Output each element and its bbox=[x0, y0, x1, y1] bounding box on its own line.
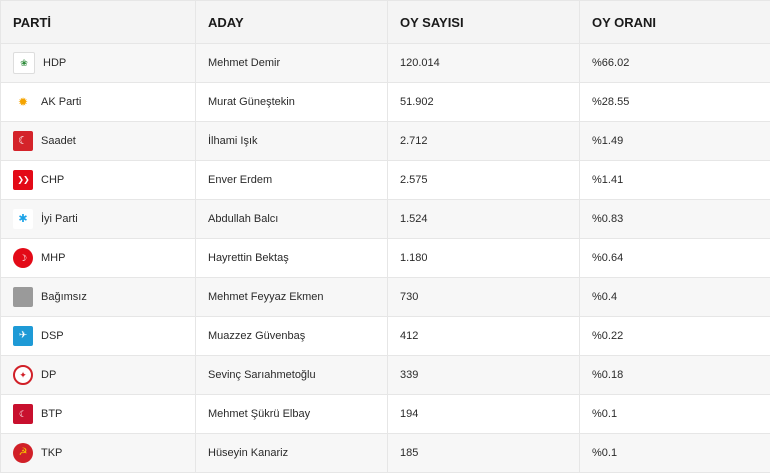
votes-cell: 51.902 bbox=[388, 83, 580, 122]
party-cell bbox=[1, 278, 196, 317]
saadet-logo-icon: ☾ bbox=[13, 131, 33, 151]
share-cell: %28.55 bbox=[580, 83, 770, 122]
candidate-cell: Hayrettin Bektaş bbox=[196, 239, 388, 278]
party-name: DSP bbox=[41, 330, 64, 342]
party-cell bbox=[1, 122, 196, 161]
party-name: MHP bbox=[41, 252, 66, 264]
candidate-cell: Hüseyin Kanariz bbox=[196, 434, 388, 473]
party-cell bbox=[1, 83, 196, 122]
votes-cell: 2.712 bbox=[388, 122, 580, 161]
table-row bbox=[1, 317, 770, 356]
votes-cell: 2.575 bbox=[388, 161, 580, 200]
table-row bbox=[1, 434, 770, 473]
party-cell bbox=[1, 395, 196, 434]
hdp-logo-icon: ❀ bbox=[13, 52, 35, 74]
share-cell: %0.18 bbox=[580, 356, 770, 395]
party-cell bbox=[1, 317, 196, 356]
candidate-cell: Murat Güneştekin bbox=[196, 83, 388, 122]
table-row bbox=[1, 83, 770, 122]
candidate-cell: Mehmet Demir bbox=[196, 44, 388, 83]
share-cell: %0.22 bbox=[580, 317, 770, 356]
votes-cell: 730 bbox=[388, 278, 580, 317]
party-name: BTP bbox=[41, 408, 63, 420]
votes-cell: 120.014 bbox=[388, 44, 580, 83]
table-row bbox=[1, 122, 770, 161]
party-name: Bağımsız bbox=[41, 291, 87, 303]
table-row bbox=[1, 200, 770, 239]
table-row bbox=[1, 395, 770, 434]
tkp-logo-icon: ☭ bbox=[13, 443, 33, 463]
table-row bbox=[1, 44, 770, 83]
share-cell: %1.49 bbox=[580, 122, 770, 161]
dp-logo-icon: ✦ bbox=[13, 365, 33, 385]
candidate-cell: Muazzez Güvenbaş bbox=[196, 317, 388, 356]
share-cell: %1.41 bbox=[580, 161, 770, 200]
party-cell bbox=[1, 239, 196, 278]
share-cell: %0.64 bbox=[580, 239, 770, 278]
votes-cell: 185 bbox=[388, 434, 580, 473]
candidate-cell: Mehmet Şükrü Elbay bbox=[196, 395, 388, 434]
table-row bbox=[1, 278, 770, 317]
share-cell: %0.4 bbox=[580, 278, 770, 317]
header-share: OY ORANI bbox=[580, 1, 770, 44]
bagimsiz-logo-icon bbox=[13, 287, 33, 307]
share-cell: %0.1 bbox=[580, 434, 770, 473]
party-name: DP bbox=[41, 369, 57, 381]
party-name: AK Parti bbox=[41, 96, 82, 108]
party-cell bbox=[1, 44, 196, 83]
party-cell bbox=[1, 434, 196, 473]
table-header-row bbox=[1, 1, 770, 44]
party-cell bbox=[1, 356, 196, 395]
votes-cell: 1.524 bbox=[388, 200, 580, 239]
candidate-cell: İlhami Işık bbox=[196, 122, 388, 161]
share-cell: %0.83 bbox=[580, 200, 770, 239]
table-row bbox=[1, 356, 770, 395]
header-candidate: ADAY bbox=[196, 1, 388, 44]
party-name: Saadet bbox=[41, 135, 76, 147]
iyi-parti-logo-icon: ✱ bbox=[13, 209, 33, 229]
candidate-cell: Sevinç Sarıahmetoğlu bbox=[196, 356, 388, 395]
header-party: PARTİ bbox=[1, 1, 196, 44]
votes-cell: 1.180 bbox=[388, 239, 580, 278]
votes-cell: 194 bbox=[388, 395, 580, 434]
votes-cell: 339 bbox=[388, 356, 580, 395]
mhp-logo-icon: ☽ bbox=[13, 248, 33, 268]
votes-cell: 412 bbox=[388, 317, 580, 356]
candidate-cell: Abdullah Balcı bbox=[196, 200, 388, 239]
candidate-cell: Enver Erdem bbox=[196, 161, 388, 200]
share-cell: %0.1 bbox=[580, 395, 770, 434]
ak-parti-logo-icon: ✹ bbox=[13, 92, 33, 112]
party-name: HDP bbox=[43, 57, 67, 69]
candidate-cell: Mehmet Feyyaz Ekmen bbox=[196, 278, 388, 317]
share-cell: %66.02 bbox=[580, 44, 770, 83]
party-name: TKP bbox=[41, 447, 63, 459]
header-votes: OY SAYISI bbox=[388, 1, 580, 44]
table-row bbox=[1, 239, 770, 278]
btp-logo-icon: ☾ bbox=[13, 404, 33, 424]
party-name: CHP bbox=[41, 174, 65, 186]
party-cell bbox=[1, 161, 196, 200]
party-cell bbox=[1, 200, 196, 239]
dsp-logo-icon: ✈ bbox=[13, 326, 33, 346]
table-row bbox=[1, 161, 770, 200]
chp-logo-icon: ❯❯ bbox=[13, 170, 33, 190]
party-name: İyi Parti bbox=[41, 213, 78, 225]
